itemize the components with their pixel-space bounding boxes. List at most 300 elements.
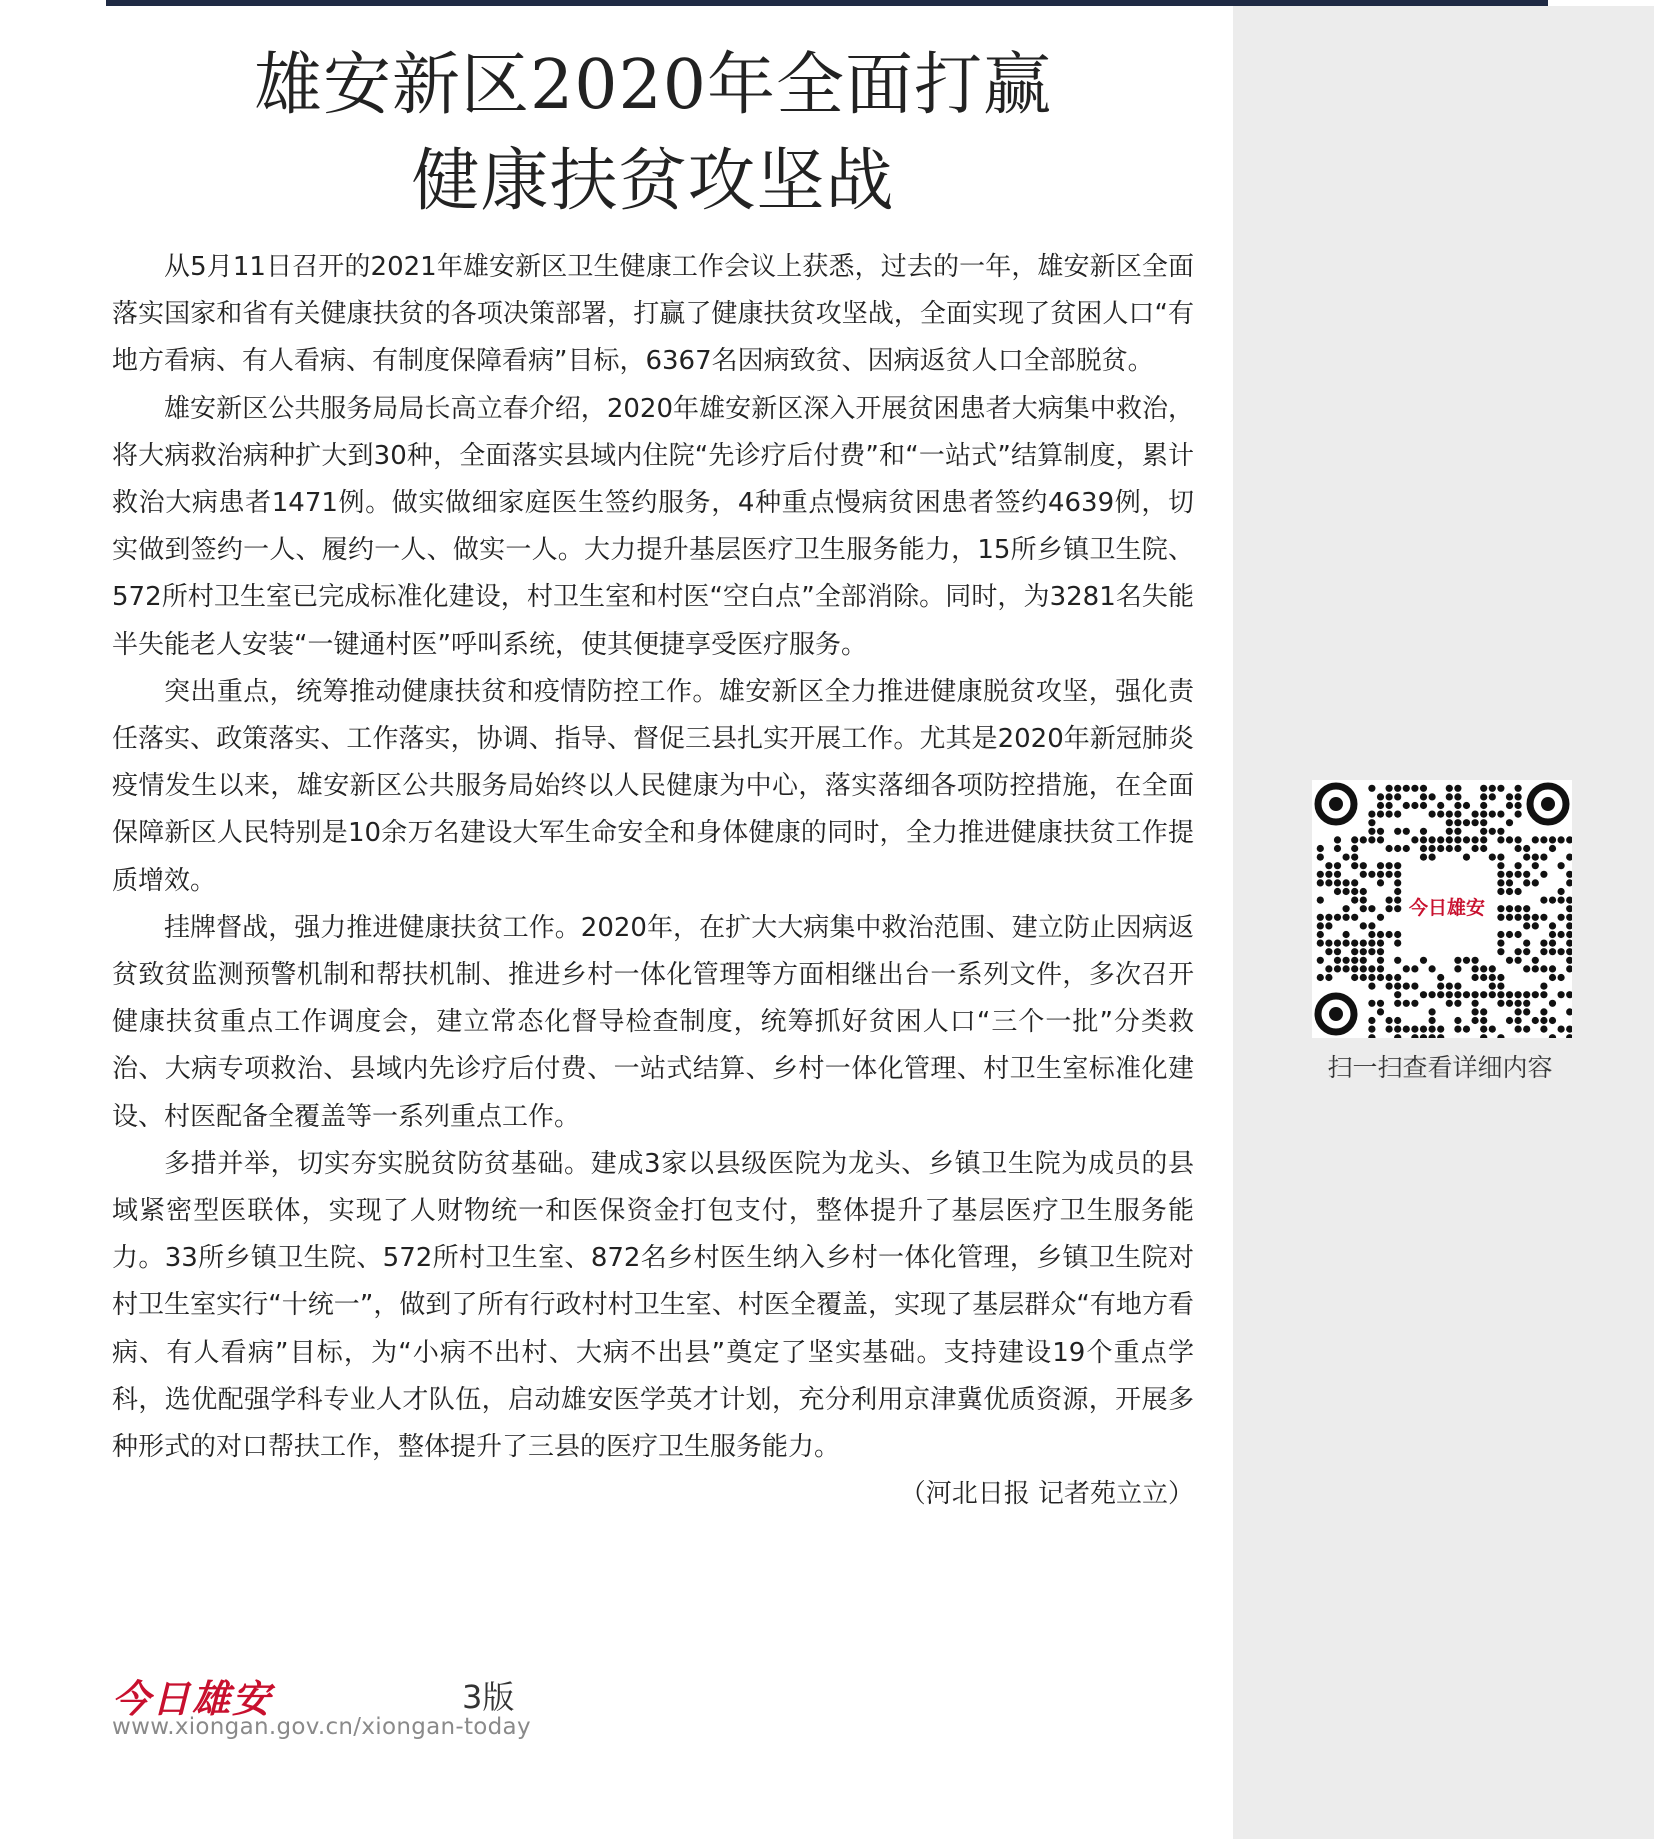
qr-module xyxy=(1549,948,1556,955)
qr-module xyxy=(1454,793,1461,800)
qr-module xyxy=(1540,1017,1547,1024)
qr-module xyxy=(1566,854,1572,861)
qr-caption: 扫一扫查看详细内容 xyxy=(1327,1053,1553,1082)
qr-module xyxy=(1523,871,1530,878)
qr-module xyxy=(1351,974,1358,981)
qr-module xyxy=(1317,879,1324,886)
qr-module xyxy=(1454,836,1461,843)
qr-module xyxy=(1403,965,1410,972)
qr-module xyxy=(1506,1000,1513,1007)
qr-module xyxy=(1515,1000,1522,1007)
qr-module xyxy=(1463,1026,1470,1033)
qr-module xyxy=(1343,914,1350,921)
qr-module xyxy=(1317,897,1324,904)
qr-module xyxy=(1377,862,1384,869)
article-source: （河北日报 记者苑立立） xyxy=(899,1479,1194,1510)
qr-module xyxy=(1480,785,1487,792)
qr-module xyxy=(1472,991,1479,998)
qr-module xyxy=(1532,879,1539,886)
qr-module xyxy=(1377,931,1384,938)
qr-module xyxy=(1351,948,1358,955)
qr-module xyxy=(1394,888,1401,895)
qr-module xyxy=(1480,991,1487,998)
qr-module xyxy=(1386,931,1393,938)
qr-module xyxy=(1515,845,1522,852)
qr-module xyxy=(1377,914,1384,921)
qr-module xyxy=(1386,1017,1393,1024)
qr-module xyxy=(1420,1026,1427,1033)
qr-module xyxy=(1472,965,1479,972)
qr-module xyxy=(1437,836,1444,843)
qr-module xyxy=(1360,897,1367,904)
qr-module xyxy=(1558,914,1565,921)
qr-module xyxy=(1566,871,1572,878)
qr-module xyxy=(1317,914,1324,921)
qr-module xyxy=(1532,836,1539,843)
qr-module xyxy=(1394,871,1401,878)
qr-module xyxy=(1377,879,1384,886)
qr-module xyxy=(1540,871,1547,878)
qr-module xyxy=(1497,948,1504,955)
qr-module xyxy=(1377,811,1384,818)
qr-module xyxy=(1325,879,1332,886)
page-number: 3版 xyxy=(462,1678,515,1716)
qr-module xyxy=(1317,940,1324,947)
qr-module xyxy=(1403,1000,1410,1007)
qr-module xyxy=(1420,802,1427,809)
qr-module xyxy=(1360,905,1367,912)
qr-module xyxy=(1343,905,1350,912)
qr-module xyxy=(1454,811,1461,818)
qr-module xyxy=(1506,802,1513,809)
qr-module xyxy=(1360,965,1367,972)
qr-module xyxy=(1377,940,1384,947)
qr-module xyxy=(1472,1017,1479,1024)
qr-module xyxy=(1334,888,1341,895)
qr-module xyxy=(1532,1017,1539,1024)
qr-module xyxy=(1437,1034,1444,1038)
qr-module xyxy=(1437,983,1444,990)
qr-module xyxy=(1334,845,1341,852)
qr-module xyxy=(1523,905,1530,912)
qr-module xyxy=(1386,871,1393,878)
qr-module xyxy=(1480,845,1487,852)
qr-module xyxy=(1420,1034,1427,1038)
qr-module xyxy=(1515,811,1522,818)
qr-module xyxy=(1506,871,1513,878)
qr-module xyxy=(1489,811,1496,818)
qr-module xyxy=(1394,1034,1401,1038)
title-line-1: 雄安新区2020年全面打赢 xyxy=(253,46,1053,125)
qr-module xyxy=(1497,974,1504,981)
qr-module xyxy=(1497,879,1504,886)
qr-module xyxy=(1523,914,1530,921)
qr-module xyxy=(1454,828,1461,835)
qr-module xyxy=(1420,793,1427,800)
qr-module xyxy=(1497,991,1504,998)
qr-module xyxy=(1515,871,1522,878)
qr-module xyxy=(1480,836,1487,843)
qr-module xyxy=(1540,897,1547,904)
qr-module xyxy=(1480,811,1487,818)
qr-module xyxy=(1317,957,1324,964)
qr-module xyxy=(1454,991,1461,998)
qr-module xyxy=(1454,1017,1461,1024)
qr-module xyxy=(1515,948,1522,955)
qr-module xyxy=(1540,914,1547,921)
qr-module xyxy=(1317,845,1324,852)
qr-module xyxy=(1368,1026,1375,1033)
footer-logo: 今日雄安 xyxy=(112,1676,273,1721)
qr-module xyxy=(1497,828,1504,835)
qr-module xyxy=(1515,931,1522,938)
qr-module xyxy=(1334,914,1341,921)
qr-module xyxy=(1368,940,1375,947)
qr-module xyxy=(1489,965,1496,972)
qr-module xyxy=(1394,785,1401,792)
qr-module xyxy=(1343,879,1350,886)
qr-module xyxy=(1454,785,1461,792)
qr-module xyxy=(1515,1026,1522,1033)
qr-module xyxy=(1325,914,1332,921)
qr-module xyxy=(1480,802,1487,809)
qr-module xyxy=(1472,1000,1479,1007)
qr-module xyxy=(1377,974,1384,981)
qr-module xyxy=(1489,854,1496,861)
qr-module xyxy=(1463,854,1470,861)
qr-code-graphic xyxy=(1312,780,1572,1038)
qr-module xyxy=(1351,957,1358,964)
qr-module xyxy=(1497,983,1504,990)
qr-module xyxy=(1411,1034,1418,1038)
qr-module xyxy=(1566,931,1572,938)
qr-module xyxy=(1480,819,1487,826)
qr-module xyxy=(1351,940,1358,947)
qr-module xyxy=(1480,793,1487,800)
qr-module xyxy=(1368,785,1375,792)
qr-module xyxy=(1325,871,1332,878)
qr-module xyxy=(1377,871,1384,878)
qr-module xyxy=(1429,811,1436,818)
qr-module xyxy=(1497,888,1504,895)
qr-module xyxy=(1334,879,1341,886)
qr-module xyxy=(1446,793,1453,800)
qr-module xyxy=(1558,931,1565,938)
qr-module xyxy=(1377,1008,1384,1015)
qr-module xyxy=(1566,965,1572,972)
qr-module xyxy=(1394,879,1401,886)
qr-module xyxy=(1463,836,1470,843)
qr-module xyxy=(1411,965,1418,972)
qr-module xyxy=(1411,802,1418,809)
qr-module xyxy=(1480,1008,1487,1015)
qr-module xyxy=(1437,991,1444,998)
qr-module xyxy=(1532,957,1539,964)
qr-module xyxy=(1446,1000,1453,1007)
qr-module xyxy=(1394,905,1401,912)
footer-url[interactable]: www.xiongan.gov.cn/xiongan-today xyxy=(112,1714,531,1740)
qr-module xyxy=(1506,991,1513,998)
qr-module xyxy=(1360,836,1367,843)
qr-module xyxy=(1394,862,1401,869)
qr-module xyxy=(1386,793,1393,800)
qr-module xyxy=(1506,793,1513,800)
qr-module xyxy=(1351,965,1358,972)
qr-module xyxy=(1386,974,1393,981)
qr-module xyxy=(1558,991,1565,998)
qr-module xyxy=(1480,828,1487,835)
qr-module xyxy=(1351,854,1358,861)
qr-module xyxy=(1549,845,1556,852)
qr-module xyxy=(1411,1026,1418,1033)
qr-module xyxy=(1566,905,1572,912)
qr-module xyxy=(1523,879,1530,886)
qr-module xyxy=(1351,914,1358,921)
qr-module xyxy=(1446,811,1453,818)
qr-module xyxy=(1497,1000,1504,1007)
qr-module xyxy=(1317,854,1324,861)
qr-module xyxy=(1549,922,1556,929)
qr-module xyxy=(1360,948,1367,955)
paragraph: 挂牌督战，强力推进健康扶贫工作。2020年，在扩大大病集中救治范围、建立防止因病返贫致贫监测预警机制和帮扶机制、推进乡村一体化管理等方面相继出台一系列文件，多次召开健康扶贫重点工作调度会，建立常态化督导检查制度，统筹抓好贫困人口“三个一批”分类救治、大病专项救治、县域内先诊疗后付费、一站式结算、乡村一体化管理、村卫生室标准化建设、村医配备全覆盖等一系列重点工作。 xyxy=(112,912,1194,1132)
qr-module xyxy=(1558,1026,1565,1033)
qr-module xyxy=(1454,819,1461,826)
qr-module xyxy=(1454,1026,1461,1033)
qr-module xyxy=(1343,931,1350,938)
qr-module xyxy=(1420,957,1427,964)
qr-module xyxy=(1325,922,1332,929)
qr-module xyxy=(1377,793,1384,800)
qr-module xyxy=(1429,1008,1436,1015)
qr-module xyxy=(1506,888,1513,895)
qr-module xyxy=(1523,1000,1530,1007)
qr-module xyxy=(1454,965,1461,972)
qr-module xyxy=(1317,931,1324,938)
qr-module xyxy=(1394,793,1401,800)
qr-finder-top-left xyxy=(1318,786,1354,822)
qr-module xyxy=(1446,828,1453,835)
qr-module xyxy=(1351,845,1358,852)
qr-module xyxy=(1429,1017,1436,1024)
qr-module xyxy=(1549,836,1556,843)
qr-module xyxy=(1549,931,1556,938)
qr-module xyxy=(1325,974,1332,981)
qr-module xyxy=(1420,828,1427,835)
qr-module xyxy=(1446,836,1453,843)
qr-module xyxy=(1515,862,1522,869)
qr-module xyxy=(1377,802,1384,809)
qr-module xyxy=(1489,785,1496,792)
qr-module xyxy=(1420,854,1427,861)
qr-module xyxy=(1463,991,1470,998)
qr-module xyxy=(1377,957,1384,964)
qr-module xyxy=(1549,897,1556,904)
qr-module xyxy=(1368,1000,1375,1007)
qr-module xyxy=(1566,940,1572,947)
qr-module xyxy=(1368,871,1375,878)
qr-module xyxy=(1360,862,1367,869)
qr-module xyxy=(1394,828,1401,835)
qr-module xyxy=(1506,905,1513,912)
qr-module xyxy=(1566,922,1572,929)
qr-module xyxy=(1566,897,1572,904)
qr-module xyxy=(1472,819,1479,826)
qr-module xyxy=(1394,983,1401,990)
qr-module xyxy=(1506,819,1513,826)
qr-module xyxy=(1480,1026,1487,1033)
qr-module xyxy=(1446,983,1453,990)
qr-module xyxy=(1506,836,1513,843)
qr-module xyxy=(1360,888,1367,895)
qr-module xyxy=(1377,948,1384,955)
qr-module xyxy=(1334,948,1341,955)
qr-module xyxy=(1515,888,1522,895)
qr-module xyxy=(1368,811,1375,818)
qr-module xyxy=(1566,991,1572,998)
qr-module xyxy=(1480,965,1487,972)
qr-module xyxy=(1386,802,1393,809)
qr-module xyxy=(1394,897,1401,904)
article-body xyxy=(112,244,1194,1518)
qr-module xyxy=(1325,948,1332,955)
qr-module xyxy=(1523,965,1530,972)
qr-module xyxy=(1497,785,1504,792)
qr-module xyxy=(1446,819,1453,826)
qr-module xyxy=(1403,1026,1410,1033)
qr-module xyxy=(1437,845,1444,852)
qr-module xyxy=(1489,974,1496,981)
qr-module xyxy=(1549,940,1556,947)
qr-module xyxy=(1394,845,1401,852)
qr-module xyxy=(1497,1034,1504,1038)
qr-module xyxy=(1368,836,1375,843)
qr-module xyxy=(1403,785,1410,792)
qr-module xyxy=(1506,931,1513,938)
qr-module xyxy=(1558,948,1565,955)
qr-module xyxy=(1497,940,1504,947)
qr-module xyxy=(1532,854,1539,861)
qr-finder-top-right xyxy=(1530,786,1566,822)
qr-module xyxy=(1532,965,1539,972)
qr-module xyxy=(1386,897,1393,904)
qr-module xyxy=(1532,922,1539,929)
qr-module xyxy=(1497,811,1504,818)
qr-module xyxy=(1334,836,1341,843)
qr-module xyxy=(1429,991,1436,998)
qr-module xyxy=(1411,1000,1418,1007)
qr-module xyxy=(1549,1034,1556,1038)
qr-module xyxy=(1515,957,1522,964)
qr-module xyxy=(1489,828,1496,835)
qr-module xyxy=(1351,879,1358,886)
qr-module xyxy=(1360,922,1367,929)
qr-module xyxy=(1497,854,1504,861)
qr-module xyxy=(1368,965,1375,972)
qr-module xyxy=(1523,854,1530,861)
qr-module xyxy=(1472,811,1479,818)
qr-module xyxy=(1325,965,1332,972)
qr-module xyxy=(1368,974,1375,981)
qr-module xyxy=(1437,974,1444,981)
qr-module xyxy=(1489,1026,1496,1033)
qr-module xyxy=(1515,1017,1522,1024)
qr-module xyxy=(1343,965,1350,972)
qr-module xyxy=(1368,931,1375,938)
qr-module xyxy=(1368,1034,1375,1038)
qr-module xyxy=(1317,922,1324,929)
qr-module xyxy=(1532,914,1539,921)
qr-module xyxy=(1540,1026,1547,1033)
qr-module xyxy=(1403,828,1410,835)
qr-module xyxy=(1386,862,1393,869)
qr-module xyxy=(1437,1026,1444,1033)
qr-module xyxy=(1497,836,1504,843)
qr-module xyxy=(1472,1008,1479,1015)
qr-module xyxy=(1351,836,1358,843)
qr-module xyxy=(1515,1008,1522,1015)
qr-module xyxy=(1386,845,1393,852)
qr-module xyxy=(1489,991,1496,998)
qr-module xyxy=(1523,1026,1530,1033)
qr-module xyxy=(1394,931,1401,938)
paragraph: 从5月11日召开的2021年雄安新区卫生健康工作会议上获悉，过去的一年，雄安新区全面落实国家和省有关健康扶贫的各项决策部署，打赢了健康扶贫攻坚战，全面实现了贫困人口“有地方看病、有人看病、有制度保障看病”目标，6367名因病致贫、因病返贫人口全部脱贫。 xyxy=(112,252,1194,377)
qr-module xyxy=(1420,785,1427,792)
qr-module xyxy=(1411,836,1418,843)
qr-module xyxy=(1532,862,1539,869)
qr-module xyxy=(1454,983,1461,990)
qr-module xyxy=(1343,854,1350,861)
qr-module xyxy=(1403,983,1410,990)
qr-module xyxy=(1523,845,1530,852)
paragraph: 多措并举，切实夯实脱贫防贫基础。建成3家以县级医院为龙头、乡镇卫生院为成员的县域紧密型医联体，实现了人财物统一和医保资金打包支付，整体提升了基层医疗卫生服务能力。33所乡镇卫生院、572所村卫生室、872名乡村医生纳入乡村一体化管理，乡镇卫生院对村卫生室实行“十统一”，做到了所有行政村村卫生室、村医全覆盖，实现了基层群众“有地方看病、有人看病”目标，为“小病不出村、大病不出县”奠定了坚实基础。支持建设19个重点学科，选优配强学科专业人才队伍，启动雄安医学英才计划，充分利用京津冀优质资源，开展多种形式的对口帮扶工作，整体提升了三县的医疗卫生服务能力。 xyxy=(112,1148,1194,1463)
qr-module xyxy=(1558,836,1565,843)
qr-module xyxy=(1540,983,1547,990)
qr-module xyxy=(1558,888,1565,895)
qr-module xyxy=(1549,1000,1556,1007)
qr-module xyxy=(1540,836,1547,843)
qr-module xyxy=(1394,940,1401,947)
qr-module xyxy=(1540,854,1547,861)
qr-module xyxy=(1437,802,1444,809)
qr-module xyxy=(1558,862,1565,869)
qr-module xyxy=(1351,862,1358,869)
qr-module xyxy=(1351,897,1358,904)
qr-module xyxy=(1334,940,1341,947)
qr-module xyxy=(1446,785,1453,792)
qr-module xyxy=(1497,905,1504,912)
paragraph: 雄安新区公共服务局局长高立春介绍，2020年雄安新区深入开展贫困患者大病集中救治，将大病救治病种扩大到30种，全面落实县域内住院“先诊疗后付费”和“一站式”结算制度，累计救治大病患者1471例。做实做细家庭医生签约服务，4种重点慢病贫困患者签约4639例，切实做到签约一人、履约一人、做实一人。大力提升基层医疗卫生服务能力，15所乡镇卫生院、572所村卫生室已完成标准化建设，村卫生室和村医“空白点”全部消除。同时，为3281名失能半失能老人安装“一键通村医”呼叫系统，使其便捷享受医疗服务。 xyxy=(112,393,1194,660)
qr-module xyxy=(1566,836,1572,843)
qr-module xyxy=(1368,905,1375,912)
qr-module xyxy=(1506,1017,1513,1024)
qr-module xyxy=(1386,1026,1393,1033)
qr-module xyxy=(1394,1000,1401,1007)
qr-module xyxy=(1506,914,1513,921)
qr-module xyxy=(1463,802,1470,809)
qr-module xyxy=(1360,871,1367,878)
qr-module xyxy=(1454,1000,1461,1007)
qr-module xyxy=(1566,1034,1572,1038)
qr-module xyxy=(1368,1017,1375,1024)
qr-module xyxy=(1377,965,1384,972)
qr-module xyxy=(1429,965,1436,972)
qr-module xyxy=(1540,1008,1547,1015)
qr-module xyxy=(1360,974,1367,981)
title-line-2: 健康扶贫攻坚战 xyxy=(411,142,895,221)
qr-module xyxy=(1515,914,1522,921)
qr-code[interactable] xyxy=(1312,780,1572,1038)
qr-module xyxy=(1523,922,1530,929)
